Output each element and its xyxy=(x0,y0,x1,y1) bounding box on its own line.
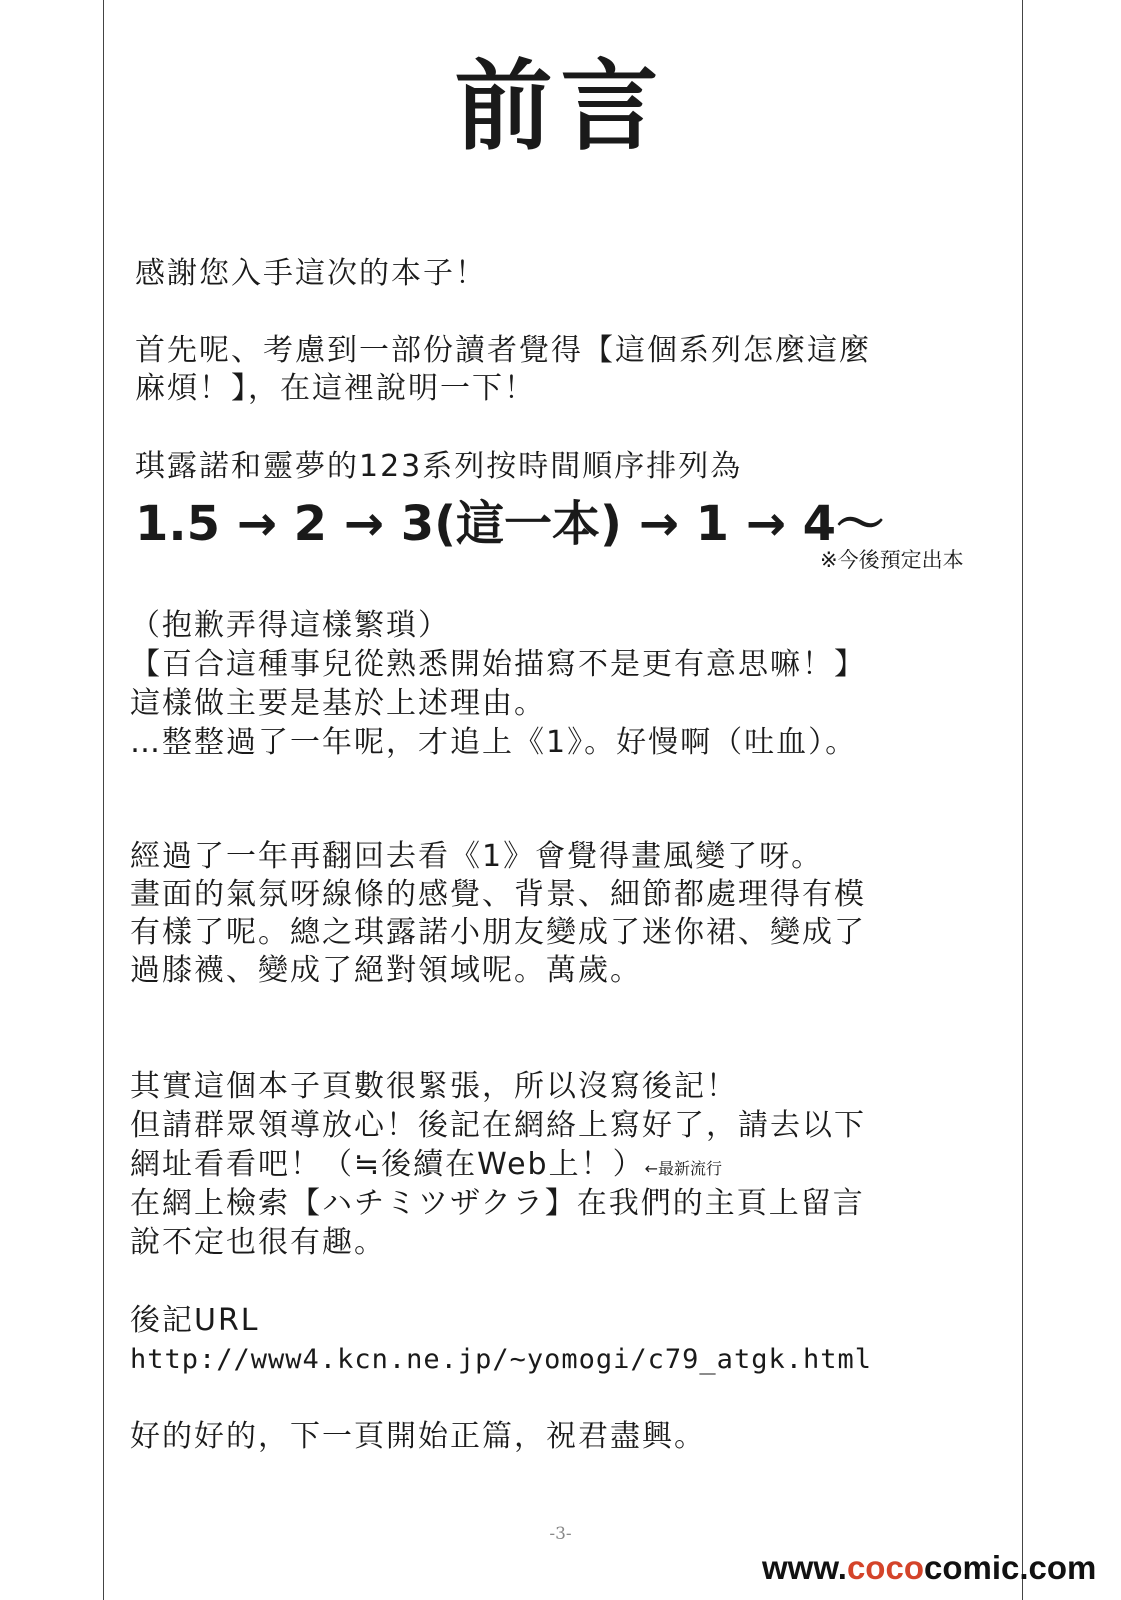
afterword-line-3 xyxy=(130,1147,722,1182)
page-number: -3- xyxy=(549,1524,572,1544)
apology-line-4: …整整過了一年呢，才追上《1》。好慢啊（吐血）。 xyxy=(130,725,858,760)
afterword-url-link[interactable]: http://www4.kcn.ne.jp/~yomogi/c79_atgk.html xyxy=(130,1344,872,1375)
watermark-brand-comic: comic xyxy=(923,1549,1020,1586)
review-line-2: 畫面的氣氛呀線條的感覺、背景、細節都處理得有模 xyxy=(130,877,866,912)
afterword-line-5: 說不定也很有趣。 xyxy=(130,1225,386,1260)
afterword-line-3-text: 網址看看吧！（≒後續在Web上！） xyxy=(130,1147,645,1182)
order-intro-line: 琪露諾和靈夢的123系列按時間順序排列為 xyxy=(135,449,743,484)
review-line-4: 過膝襪、變成了絕對領域呢。萬歲。 xyxy=(130,953,642,988)
page-title: 前言 xyxy=(454,50,667,164)
thanks-line: 感謝您入手這次的本子！ xyxy=(135,256,487,291)
url-label: 後記URL xyxy=(130,1303,260,1338)
right-page-rule xyxy=(1022,0,1023,1600)
order-sequence: 1.5 → 2 → 3(這一本) → 1 → 4～ xyxy=(135,496,885,552)
apology-line-2: 【百合這種事兒從熟悉開始描寫不是更有意思嘛！】 xyxy=(130,647,866,682)
watermark-suffix: .com xyxy=(1019,1549,1097,1586)
review-line-1: 經過了一年再翻回去看《1》會覺得畫風變了呀。 xyxy=(130,839,824,874)
afterword-line-1: 其實這個本子頁數很緊張，所以沒寫後記！ xyxy=(130,1069,738,1104)
afterword-line-4: 在網上檢索【ハチミツザクラ】在我們的主頁上留言 xyxy=(130,1186,865,1221)
apology-line-3: 這樣做主要是基於上述理由。 xyxy=(130,686,546,721)
order-note: ※今後預定出本 xyxy=(820,548,964,572)
watermark-prefix: www. xyxy=(762,1549,847,1586)
intro-line-2: 麻煩！】，在這裡說明一下！ xyxy=(135,371,536,406)
left-page-rule xyxy=(103,0,104,1600)
intro-line-1: 首先呢、考慮到一部份讀者覺得【這個系列怎麼這麼 xyxy=(135,333,871,368)
watermark-brand-coco: coco xyxy=(846,1549,924,1586)
site-watermark xyxy=(762,1551,1096,1584)
afterword-line-2: 但請群眾領導放心！後記在網絡上寫好了，請去以下 xyxy=(130,1108,866,1143)
review-line-3: 有樣了呢。總之琪露諾小朋友變成了迷你裙、變成了 xyxy=(130,915,866,950)
closing-line: 好的好的，下一頁開始正篇，祝君盡興。 xyxy=(130,1419,706,1454)
apology-line-1: （抱歉弄得這樣繁瑣） xyxy=(130,608,450,643)
afterword-trend-note: ←最新流行 xyxy=(644,1159,722,1178)
